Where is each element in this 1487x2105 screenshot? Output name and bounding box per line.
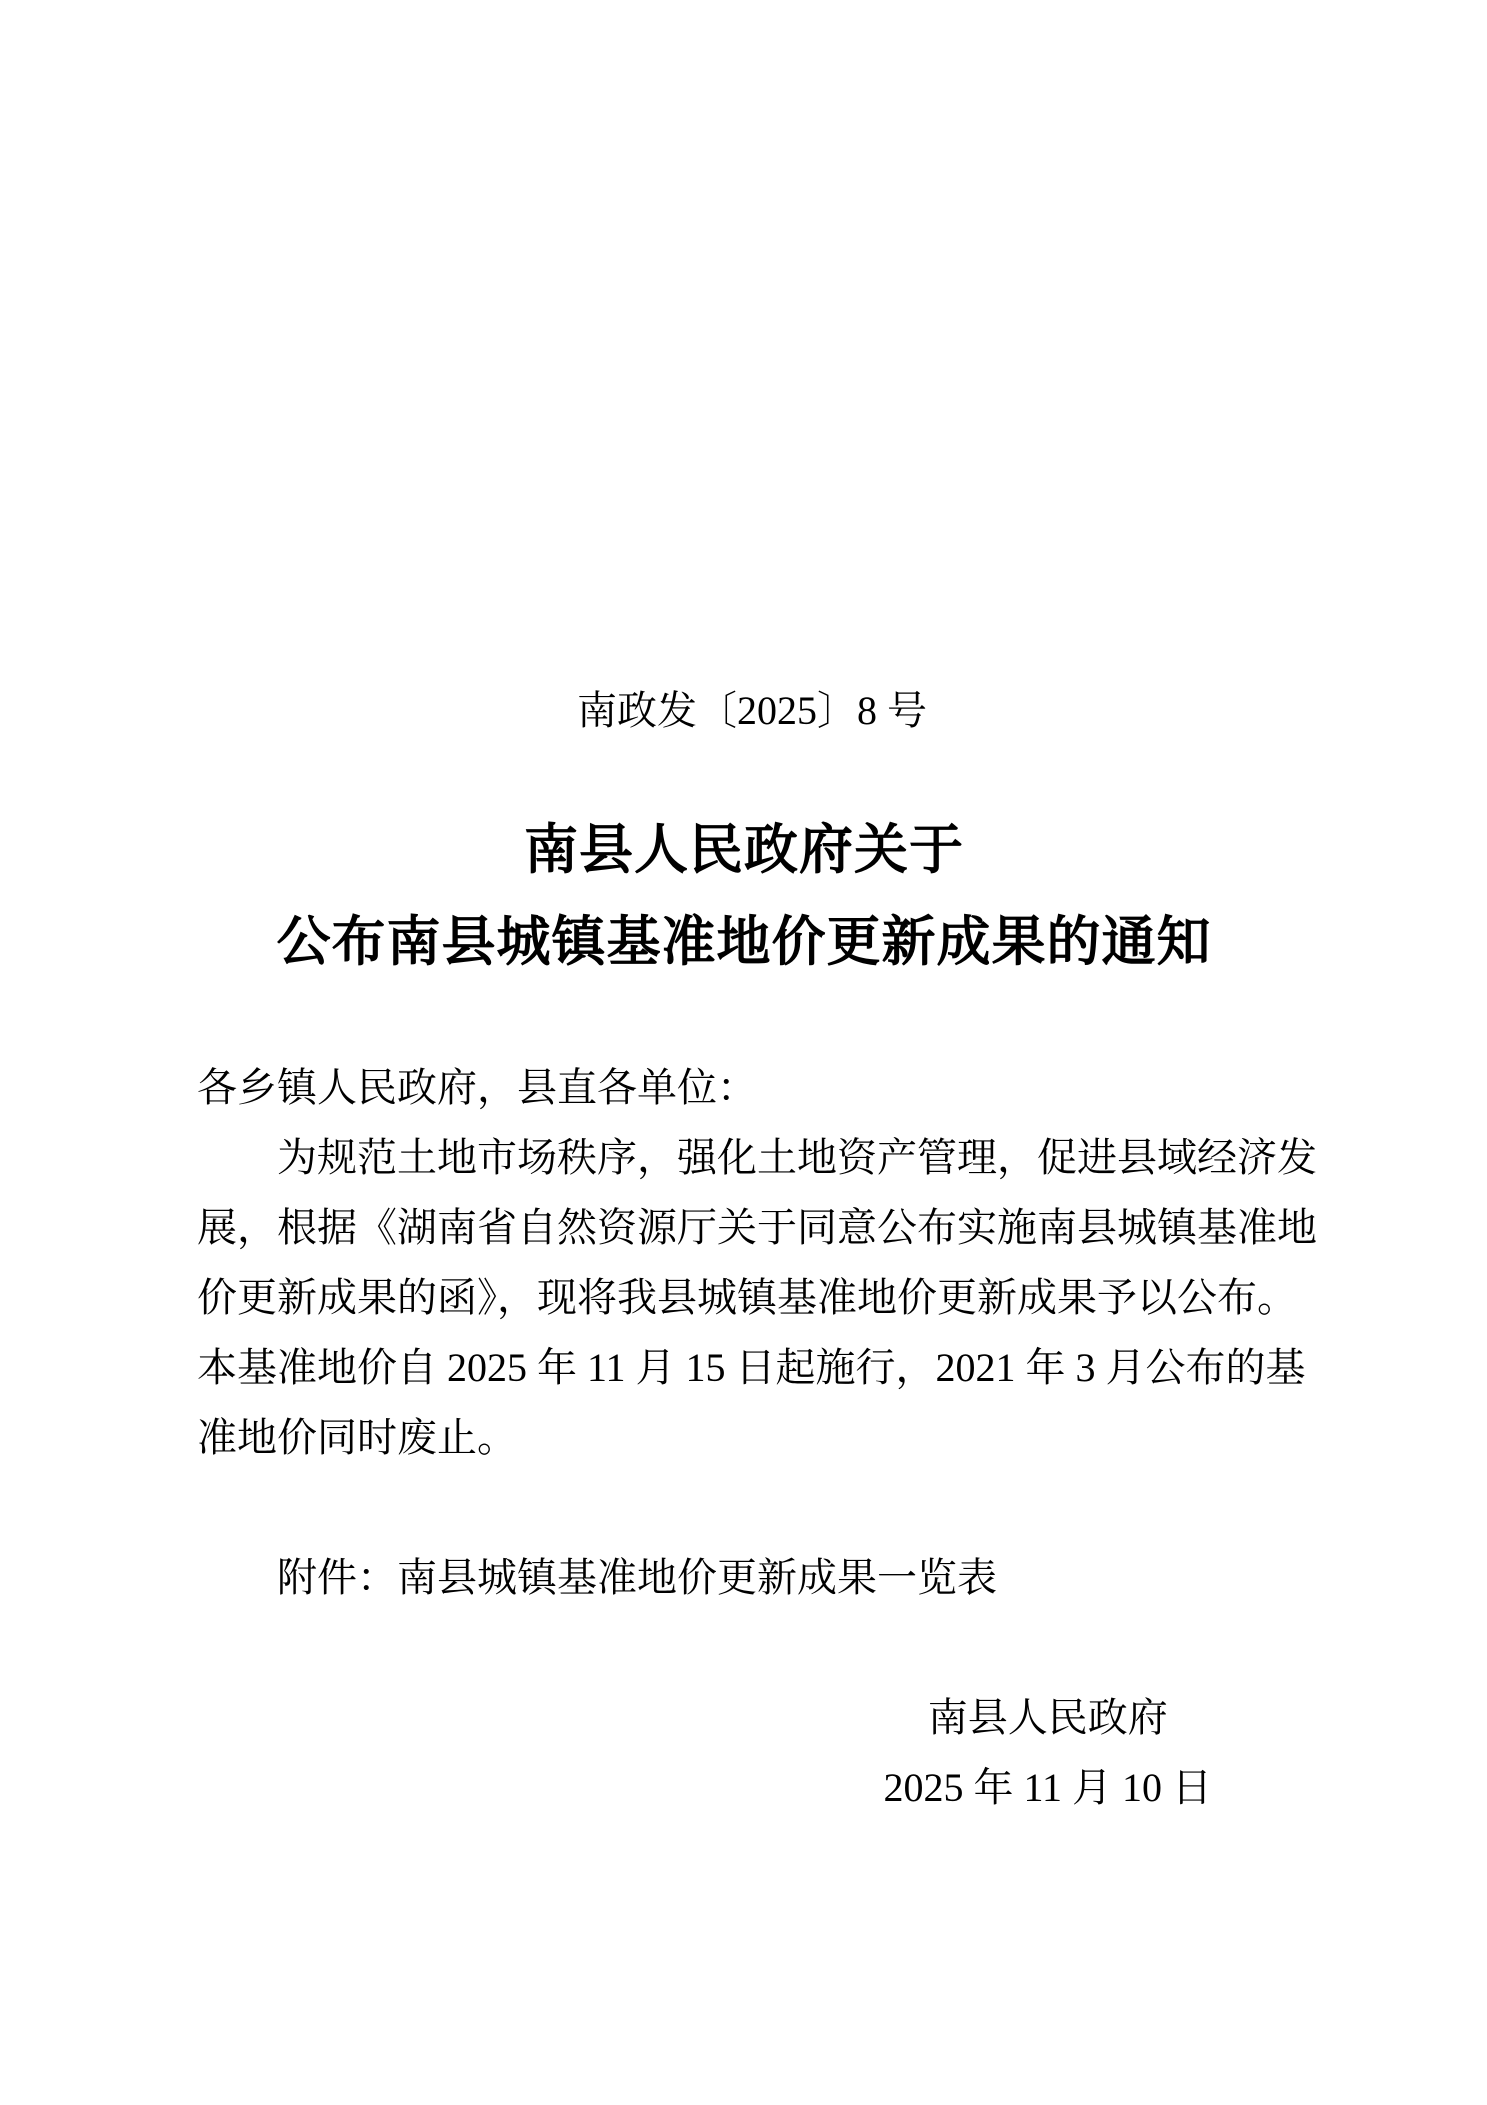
doc-number: 南政发〔2025〕8 号 — [577, 688, 927, 733]
attachment-line: 附件：南县城镇基准地价更新成果一览表 — [277, 1555, 997, 1600]
title-line-2: 公布南县城镇基准地价更新成果的通知 — [276, 912, 1212, 972]
signer-name: 南县人民政府 — [927, 1695, 1168, 1740]
signature-date: 2025 年 11 月 10 日 — [883, 1765, 1212, 1810]
paragraph-line: 价更新成果的函》，现将我县城镇基准地价更新成果予以公布。 — [197, 1275, 1297, 1320]
paragraph-line: 本基准地价自 2025 年 11 月 15 日起施行，2021 年 3 月公布的基 — [197, 1345, 1306, 1390]
salutation-line: 各乡镇人民政府，县直各单位： — [197, 1065, 757, 1110]
signature-inner — [883, 1683, 1212, 1823]
paragraph-line: 为规范土地市场秩序，强化土地资产管理，促进县域经济发 — [277, 1135, 1317, 1180]
document-title — [189, 804, 1299, 988]
document-body — [197, 1053, 1317, 1473]
paragraph-line: 准地价同时废止。 — [197, 1415, 517, 1460]
signature-block — [197, 1683, 1307, 1823]
paragraph-line: 展，根据《湖南省自然资源厅关于同意公布实施南县城镇基准地 — [197, 1205, 1317, 1250]
title-line-1: 南县人民政府关于 — [524, 820, 964, 880]
